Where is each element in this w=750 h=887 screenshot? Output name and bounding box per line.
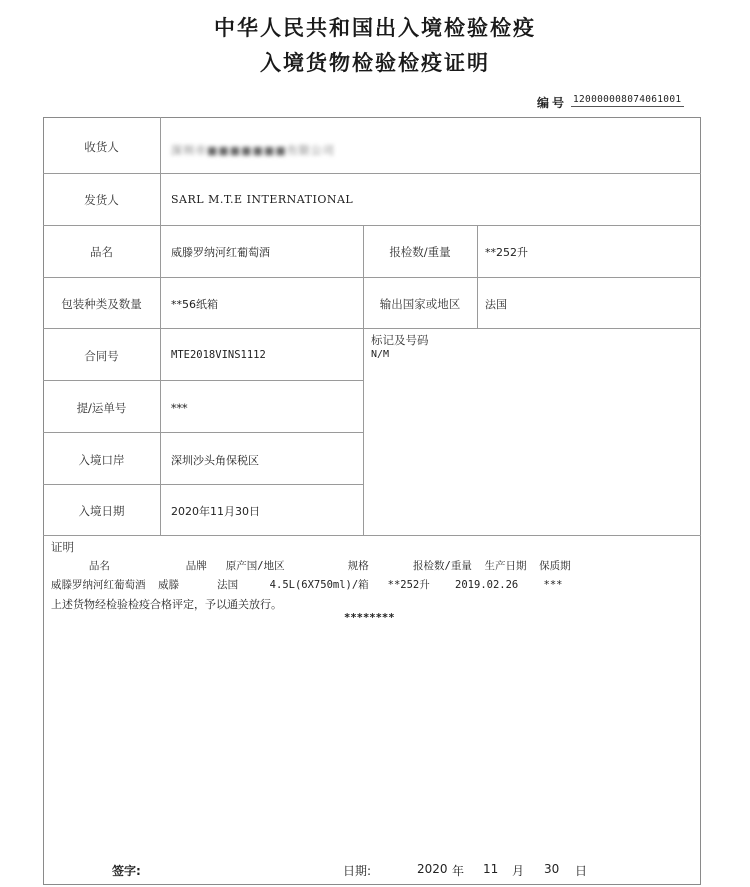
quantity-value: **252升	[485, 246, 528, 259]
certificate-heading: 证明	[51, 540, 74, 554]
product-label: 品名	[90, 245, 113, 259]
origin-country-label: 输出国家或地区	[379, 297, 461, 311]
quantity-label: 报检数/重量	[389, 245, 451, 259]
marks-label: 标记及号码	[371, 333, 429, 347]
packaging-value: **56纸箱	[171, 298, 218, 311]
footer-day-unit: 日	[575, 864, 588, 878]
footer-date-label: 日期:	[343, 864, 372, 878]
consignee-label: 收货人	[84, 140, 119, 154]
entry-date-label: 入境日期	[78, 504, 125, 518]
certificate-column-headers: 品名 品牌 原产国/地区 规格 报检数/重量 生产日期 保质期	[51, 560, 571, 572]
cert-no-value: 120000008074061001	[571, 94, 684, 107]
certificate-statement: 上述货物经检验检疫合格评定，予以通关放行。	[51, 598, 282, 611]
origin-country-value: 法国	[485, 298, 507, 311]
entry-port-value: 深圳沙头角保税区	[171, 454, 259, 467]
certificate-goods-row: 威滕罗纳河红葡萄酒 威滕 法国 4.5L(6X750ml)/箱 **252升 2019.02.26 ***	[51, 579, 563, 591]
consignee-value: 深圳市■■■■■■■有限公司	[171, 144, 335, 157]
certificate-table	[43, 117, 701, 885]
certificate-number	[537, 94, 682, 111]
cert-no-label: 编号	[537, 96, 568, 110]
certificate-end-marker: ********	[344, 612, 395, 624]
contract-label: 合同号	[84, 349, 119, 363]
document-subtitle: 入境货物检验检疫证明	[260, 51, 490, 75]
document-title: 中华人民共和国出入境检验检疫	[214, 16, 536, 40]
footer-day: 30	[544, 862, 560, 876]
footer-year: 2020	[417, 862, 448, 876]
consignor-label: 发货人	[84, 193, 119, 207]
packaging-label: 包装种类及数量	[61, 297, 142, 311]
marks-value: N/M	[371, 349, 390, 360]
bill-of-lading-label: 提/运单号	[76, 401, 127, 415]
footer-year-unit: 年	[452, 864, 465, 878]
bill-of-lading-value: ***	[171, 402, 188, 415]
entry-date-value: 2020年11月30日	[171, 505, 260, 518]
contract-value: MTE2018VINS1112	[171, 349, 266, 361]
consignor-value: SARL M.T.E INTERNATIONAL	[171, 193, 354, 206]
signature-label: 签字:	[112, 864, 141, 878]
footer-month: 11	[483, 862, 499, 876]
footer-month-unit: 月	[512, 864, 525, 878]
entry-port-label: 入境口岸	[78, 453, 125, 467]
product-value: 威滕罗纳河红葡萄酒	[171, 246, 270, 259]
